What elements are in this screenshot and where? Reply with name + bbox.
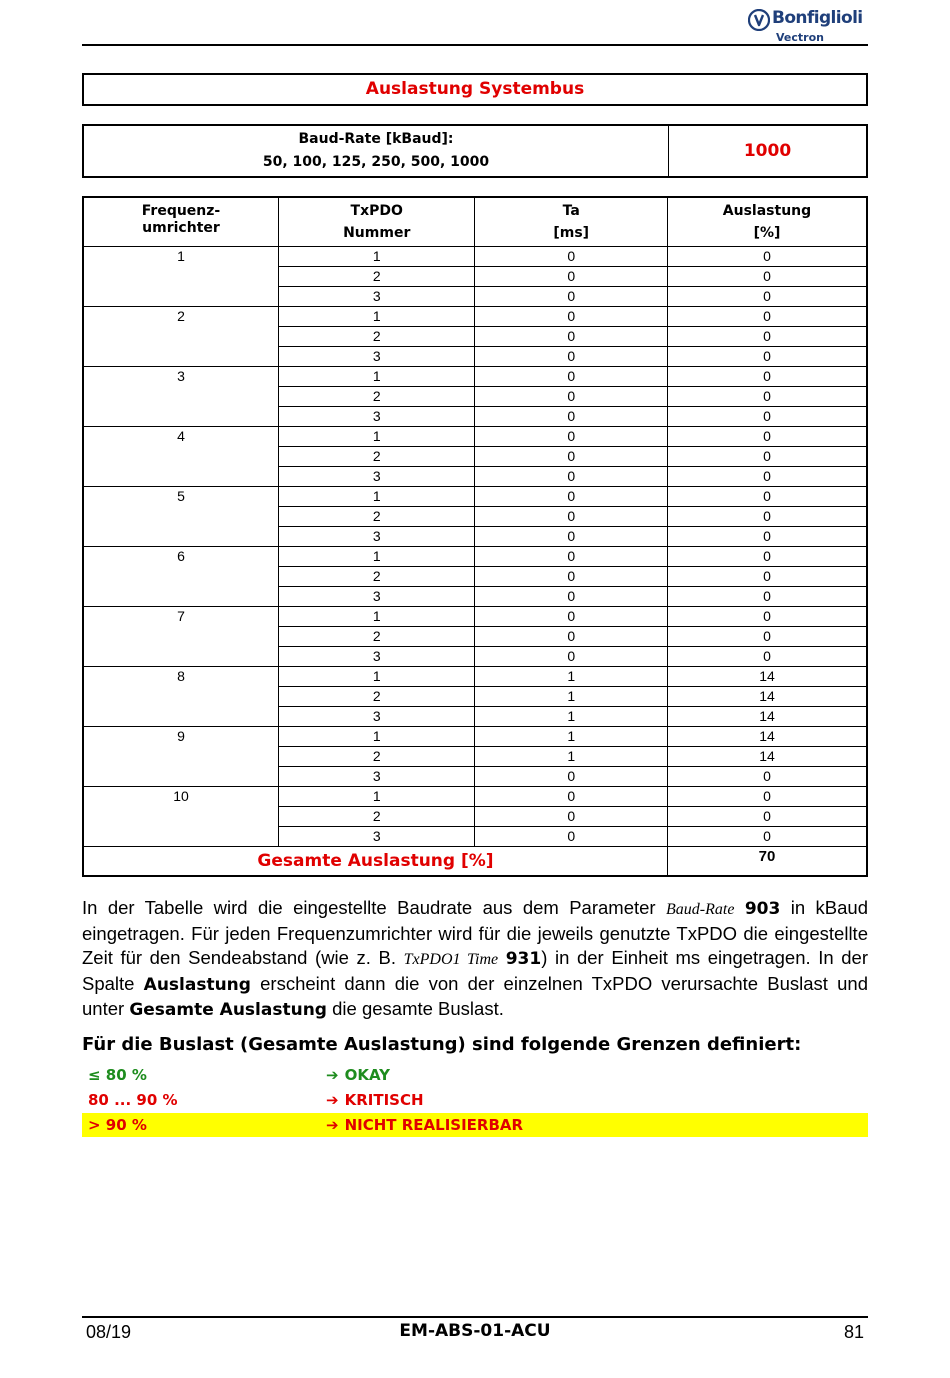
cell-txpdo: 1: [278, 487, 475, 507]
cell-auslastung: 14: [667, 747, 867, 767]
cell-frequenzumrichter: 2: [83, 307, 278, 367]
cell-ta: 0: [475, 587, 667, 607]
table-row: [83, 547, 867, 567]
cell-auslastung: 0: [667, 247, 867, 267]
limit-range: ≤ 80 %: [88, 1066, 147, 1084]
text-span: In der Tabelle wird die eingestellte Baudrate aus dem Parameter: [82, 897, 666, 918]
arrow-right-icon: ➔: [326, 1066, 339, 1084]
cell-ta: 0: [475, 267, 667, 287]
cell-txpdo: 3: [278, 827, 475, 847]
cell-ta: 0: [475, 527, 667, 547]
baud-rate-value: 1000: [743, 141, 792, 161]
cell-frequenzumrichter: 6: [83, 547, 278, 607]
header-line2: [%]: [753, 225, 781, 241]
baud-rate-options: 50, 100, 125, 250, 500, 1000: [262, 154, 490, 170]
cell-ta: 0: [475, 447, 667, 467]
cell-auslastung: 0: [667, 347, 867, 367]
limit-status: [326, 1116, 523, 1134]
cell-txpdo: 1: [278, 607, 475, 627]
cell-auslastung: 0: [667, 807, 867, 827]
limit-status: [326, 1066, 390, 1084]
limit-status-text: KRITISCH: [344, 1091, 424, 1109]
cell-auslastung: 0: [667, 647, 867, 667]
brand-subname: Vectron: [776, 31, 824, 44]
cell-frequenzumrichter: 7: [83, 607, 278, 667]
cell-ta: 0: [475, 387, 667, 407]
cell-txpdo: 2: [278, 687, 475, 707]
cell-frequenzumrichter: 1: [83, 247, 278, 307]
cell-txpdo: 3: [278, 287, 475, 307]
limit-row-okay: [82, 1063, 868, 1087]
parameter-number: 903: [744, 899, 781, 919]
load-table: [82, 196, 868, 877]
cell-frequenzumrichter: 10: [83, 787, 278, 847]
cell-auslastung: 0: [667, 587, 867, 607]
cell-auslastung: 14: [667, 727, 867, 747]
cell-txpdo: 3: [278, 707, 475, 727]
header-line2: Nummer: [343, 225, 411, 241]
limits-title: Für die Buslast (Gesamte Auslastung) sind folgende Grenzen definiert:: [82, 1034, 802, 1055]
cell-ta: 0: [475, 467, 667, 487]
cell-txpdo: 2: [278, 567, 475, 587]
cell-auslastung: 0: [667, 507, 867, 527]
header-line2: umrichter: [142, 220, 220, 236]
table-row: [83, 727, 867, 747]
header-ta: [475, 197, 667, 247]
cell-txpdo: 1: [278, 787, 475, 807]
cell-txpdo: 1: [278, 307, 475, 327]
cell-auslastung: 14: [667, 687, 867, 707]
baud-rate-box: [82, 124, 868, 178]
limit-row-nicht-realisierbar: [82, 1113, 868, 1137]
cell-ta: 0: [475, 647, 667, 667]
limit-range: > 90 %: [88, 1116, 147, 1134]
cell-txpdo: 3: [278, 467, 475, 487]
table-title: Auslastung Systembus: [365, 79, 585, 99]
header-line1: Ta: [562, 203, 580, 219]
cell-auslastung: 0: [667, 307, 867, 327]
text-span: die gesamte Buslast.: [326, 998, 504, 1019]
cell-ta: 1: [475, 667, 667, 687]
cell-ta: 1: [475, 687, 667, 707]
cell-txpdo: 1: [278, 547, 475, 567]
cell-ta: 0: [475, 767, 667, 787]
header-line1: Auslastung: [722, 203, 812, 219]
total-label: Gesamte Auslastung [%]: [83, 847, 667, 877]
cell-frequenzumrichter: 5: [83, 487, 278, 547]
cell-auslastung: 0: [667, 487, 867, 507]
table-row: [83, 667, 867, 687]
cell-ta: 0: [475, 487, 667, 507]
cell-txpdo: 3: [278, 587, 475, 607]
page-number: 81: [843, 1322, 864, 1342]
arrow-right-icon: ➔: [326, 1116, 339, 1134]
cell-frequenzumrichter: 3: [83, 367, 278, 427]
limit-range: 80 ... 90 %: [88, 1091, 178, 1109]
cell-txpdo: 1: [278, 247, 475, 267]
cell-ta: 0: [475, 807, 667, 827]
cell-auslastung: 0: [667, 827, 867, 847]
cell-ta: 0: [475, 607, 667, 627]
header-line1: TxPDO: [350, 203, 403, 219]
cell-auslastung: 0: [667, 267, 867, 287]
header-frequenzumrichter: [83, 197, 278, 247]
cell-ta: 0: [475, 347, 667, 367]
cell-ta: 0: [475, 547, 667, 567]
cell-ta: 0: [475, 247, 667, 267]
cell-txpdo: 1: [278, 427, 475, 447]
footer-document-id: EM-ABS-01-ACU: [399, 1321, 551, 1341]
cell-txpdo: 2: [278, 807, 475, 827]
cell-auslastung: 0: [667, 767, 867, 787]
limit-row-kritisch: [82, 1088, 868, 1112]
baud-rate-label-cell: [84, 126, 669, 176]
cell-frequenzumrichter: 9: [83, 727, 278, 787]
arrow-right-icon: ➔: [326, 1091, 339, 1109]
cell-txpdo: 3: [278, 767, 475, 787]
cell-ta: 0: [475, 307, 667, 327]
total-value: 70: [667, 847, 867, 877]
baud-rate-label: Baud-Rate [kBaud]:: [298, 131, 454, 147]
table-row: [83, 247, 867, 267]
cell-auslastung: 0: [667, 627, 867, 647]
cell-txpdo: 2: [278, 327, 475, 347]
cell-auslastung: 0: [667, 607, 867, 627]
limit-status: [326, 1091, 424, 1109]
footer-date: 08/19: [86, 1322, 132, 1342]
cell-ta: 1: [475, 707, 667, 727]
cell-txpdo: 2: [278, 507, 475, 527]
table-header-row: [83, 197, 867, 247]
cell-txpdo: 2: [278, 267, 475, 287]
limit-status-text: OKAY: [344, 1066, 390, 1084]
cell-auslastung: 0: [667, 327, 867, 347]
table-row: [83, 607, 867, 627]
table-title-box: [82, 73, 868, 106]
cell-auslastung: 0: [667, 287, 867, 307]
cell-txpdo: 3: [278, 407, 475, 427]
table-row: [83, 787, 867, 807]
cell-auslastung: 0: [667, 367, 867, 387]
text-span: ) in der Einheit ms eingetragen. In der Spalte: [82, 947, 868, 994]
cell-frequenzumrichter: 8: [83, 667, 278, 727]
footer-rule: [82, 1316, 868, 1318]
cell-auslastung: 0: [667, 467, 867, 487]
brand-name: Bonfiglioli: [772, 8, 863, 28]
cell-ta: 0: [475, 407, 667, 427]
cell-auslastung: 0: [667, 547, 867, 567]
cell-ta: 0: [475, 627, 667, 647]
cell-auslastung: 0: [667, 387, 867, 407]
brand-logo: [748, 6, 868, 46]
table-row: [83, 427, 867, 447]
header-txpdo: [278, 197, 475, 247]
cell-txpdo: 2: [278, 627, 475, 647]
cell-txpdo: 2: [278, 387, 475, 407]
description-paragraph: [82, 896, 868, 1022]
cell-txpdo: 3: [278, 347, 475, 367]
cell-ta: 0: [475, 567, 667, 587]
cell-auslastung: 0: [667, 527, 867, 547]
cell-auslastung: 0: [667, 447, 867, 467]
parameter-name: TxPDO1 Time: [403, 951, 499, 968]
cell-auslastung: 14: [667, 707, 867, 727]
header-rule: [82, 44, 868, 46]
cell-ta: 0: [475, 327, 667, 347]
cell-ta: 0: [475, 787, 667, 807]
cell-auslastung: 0: [667, 407, 867, 427]
bold-term: Auslastung: [143, 975, 251, 995]
parameter-name: Baud-Rate: [666, 901, 735, 918]
cell-auslastung: 0: [667, 787, 867, 807]
cell-auslastung: 0: [667, 567, 867, 587]
cell-ta: 0: [475, 367, 667, 387]
cell-txpdo: 3: [278, 647, 475, 667]
text-span: erscheint dann die von der einzelnen TxPDO verursachte Buslast und unter: [82, 973, 868, 1019]
cell-txpdo: 1: [278, 727, 475, 747]
cell-ta: 1: [475, 747, 667, 767]
header-line1: Frequenz-: [141, 203, 221, 219]
cell-txpdo: 2: [278, 747, 475, 767]
cell-auslastung: 14: [667, 667, 867, 687]
table-row: [83, 367, 867, 387]
cell-txpdo: 1: [278, 667, 475, 687]
cell-auslastung: 0: [667, 427, 867, 447]
bold-term: Gesamte Auslastung: [129, 1000, 327, 1020]
parameter-number: 931: [505, 949, 542, 969]
table-body: [83, 247, 867, 847]
cell-txpdo: 2: [278, 447, 475, 467]
total-row: [83, 847, 867, 877]
cell-ta: 1: [475, 727, 667, 747]
table-row: [83, 307, 867, 327]
limit-status-text: NICHT REALISIERBAR: [344, 1116, 524, 1134]
cell-txpdo: 3: [278, 527, 475, 547]
header-line2: [ms]: [553, 225, 590, 241]
table-row: [83, 487, 867, 507]
cell-frequenzumrichter: 4: [83, 427, 278, 487]
cell-ta: 0: [475, 287, 667, 307]
cell-ta: 0: [475, 507, 667, 527]
cell-txpdo: 1: [278, 367, 475, 387]
cell-ta: 0: [475, 827, 667, 847]
text-span: in kBaud eingetragen. Für jeden Frequenzumrichter wird für die jeweils genutzte TxPDO die eingestellte Zeit für den Sendeabstand (wie z. B.: [82, 897, 869, 968]
cell-ta: 0: [475, 427, 667, 447]
bonfiglioli-logo-icon: [748, 9, 770, 31]
header-auslastung: [667, 197, 867, 247]
